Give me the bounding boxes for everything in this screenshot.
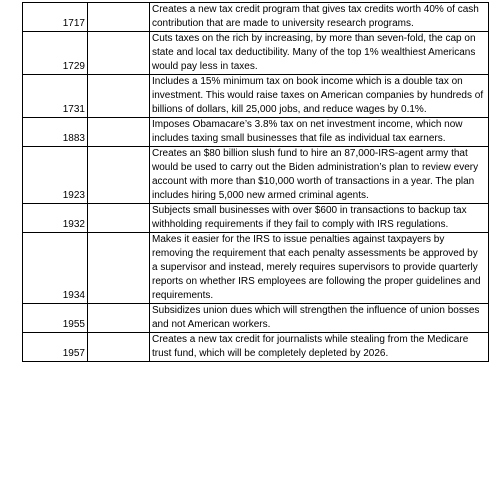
table-row	[23, 304, 489, 333]
row-number-cell[interactable]: 1957	[23, 333, 88, 362]
empty-cell[interactable]	[88, 147, 150, 204]
row-number-cell[interactable]: 1717	[23, 3, 88, 32]
description-cell[interactable]: Creates a new tax credit program that gives tax credits worth 40% of cash contribution that are made to university research programs.	[150, 3, 489, 32]
table-row	[23, 233, 489, 304]
table-row	[23, 333, 489, 362]
description-cell[interactable]: Includes a 15% minimum tax on book income which is a double tax on investment. This would raise taxes on American companies by hundreds of billions of dollars, kill 25,000 jobs, and reduce wages by 0.1%.	[150, 75, 489, 118]
row-number-cell[interactable]: 1932	[23, 204, 88, 233]
table-row	[23, 3, 489, 32]
empty-cell[interactable]	[88, 333, 150, 362]
empty-cell[interactable]	[88, 32, 150, 75]
row-number-cell[interactable]: 1883	[23, 118, 88, 147]
description-cell[interactable]: Creates a new tax credit for journalists while stealing from the Medicare trust fund, which will be completely depleted by 2026.	[150, 333, 489, 362]
table-row	[23, 118, 489, 147]
description-cell[interactable]: Subsidizes union dues which will strengthen the influence of union bosses and not American workers.	[150, 304, 489, 333]
table-row	[23, 147, 489, 204]
description-cell[interactable]: Creates an $80 billion slush fund to hire an 87,000-IRS-agent army that would be used to carry out the Biden administration’s plan to review every account with more than $10,000 worth of transactions in a year. The plan includes hiring 5,000 new armed criminal agents.	[150, 147, 489, 204]
empty-cell[interactable]	[88, 3, 150, 32]
provisions-table	[22, 2, 489, 362]
table-row	[23, 204, 489, 233]
row-number-cell[interactable]: 1731	[23, 75, 88, 118]
empty-cell[interactable]	[88, 75, 150, 118]
row-number-cell[interactable]: 1934	[23, 233, 88, 304]
row-number-cell[interactable]: 1955	[23, 304, 88, 333]
empty-cell[interactable]	[88, 204, 150, 233]
empty-cell[interactable]	[88, 304, 150, 333]
description-cell[interactable]: Makes it easier for the IRS to issue penalties against taxpayers by removing the requirement that each penalty assessments be approved by a supervisor and instead, merely requires supervisors to provide quarterly reports on whether IRS employees are following the proper guidelines and requirements.	[150, 233, 489, 304]
description-cell[interactable]: Subjects small businesses with over $600 in transactions to backup tax withholding requirements if they fail to comply with IRS regulations.	[150, 204, 489, 233]
description-cell[interactable]: Imposes Obamacare’s 3.8% tax on net investment income, which now includes taxing small businesses that file as individual tax earners.	[150, 118, 489, 147]
empty-cell[interactable]	[88, 118, 150, 147]
row-number-cell[interactable]: 1923	[23, 147, 88, 204]
description-cell[interactable]: Cuts taxes on the rich by increasing, by more than seven-fold, the cap on state and local tax deductibility. Many of the top 1% wealthiest Americans would pay less in taxes.	[150, 32, 489, 75]
row-number-cell[interactable]: 1729	[23, 32, 88, 75]
empty-cell[interactable]	[88, 233, 150, 304]
table-row	[23, 75, 489, 118]
table-row	[23, 32, 489, 75]
